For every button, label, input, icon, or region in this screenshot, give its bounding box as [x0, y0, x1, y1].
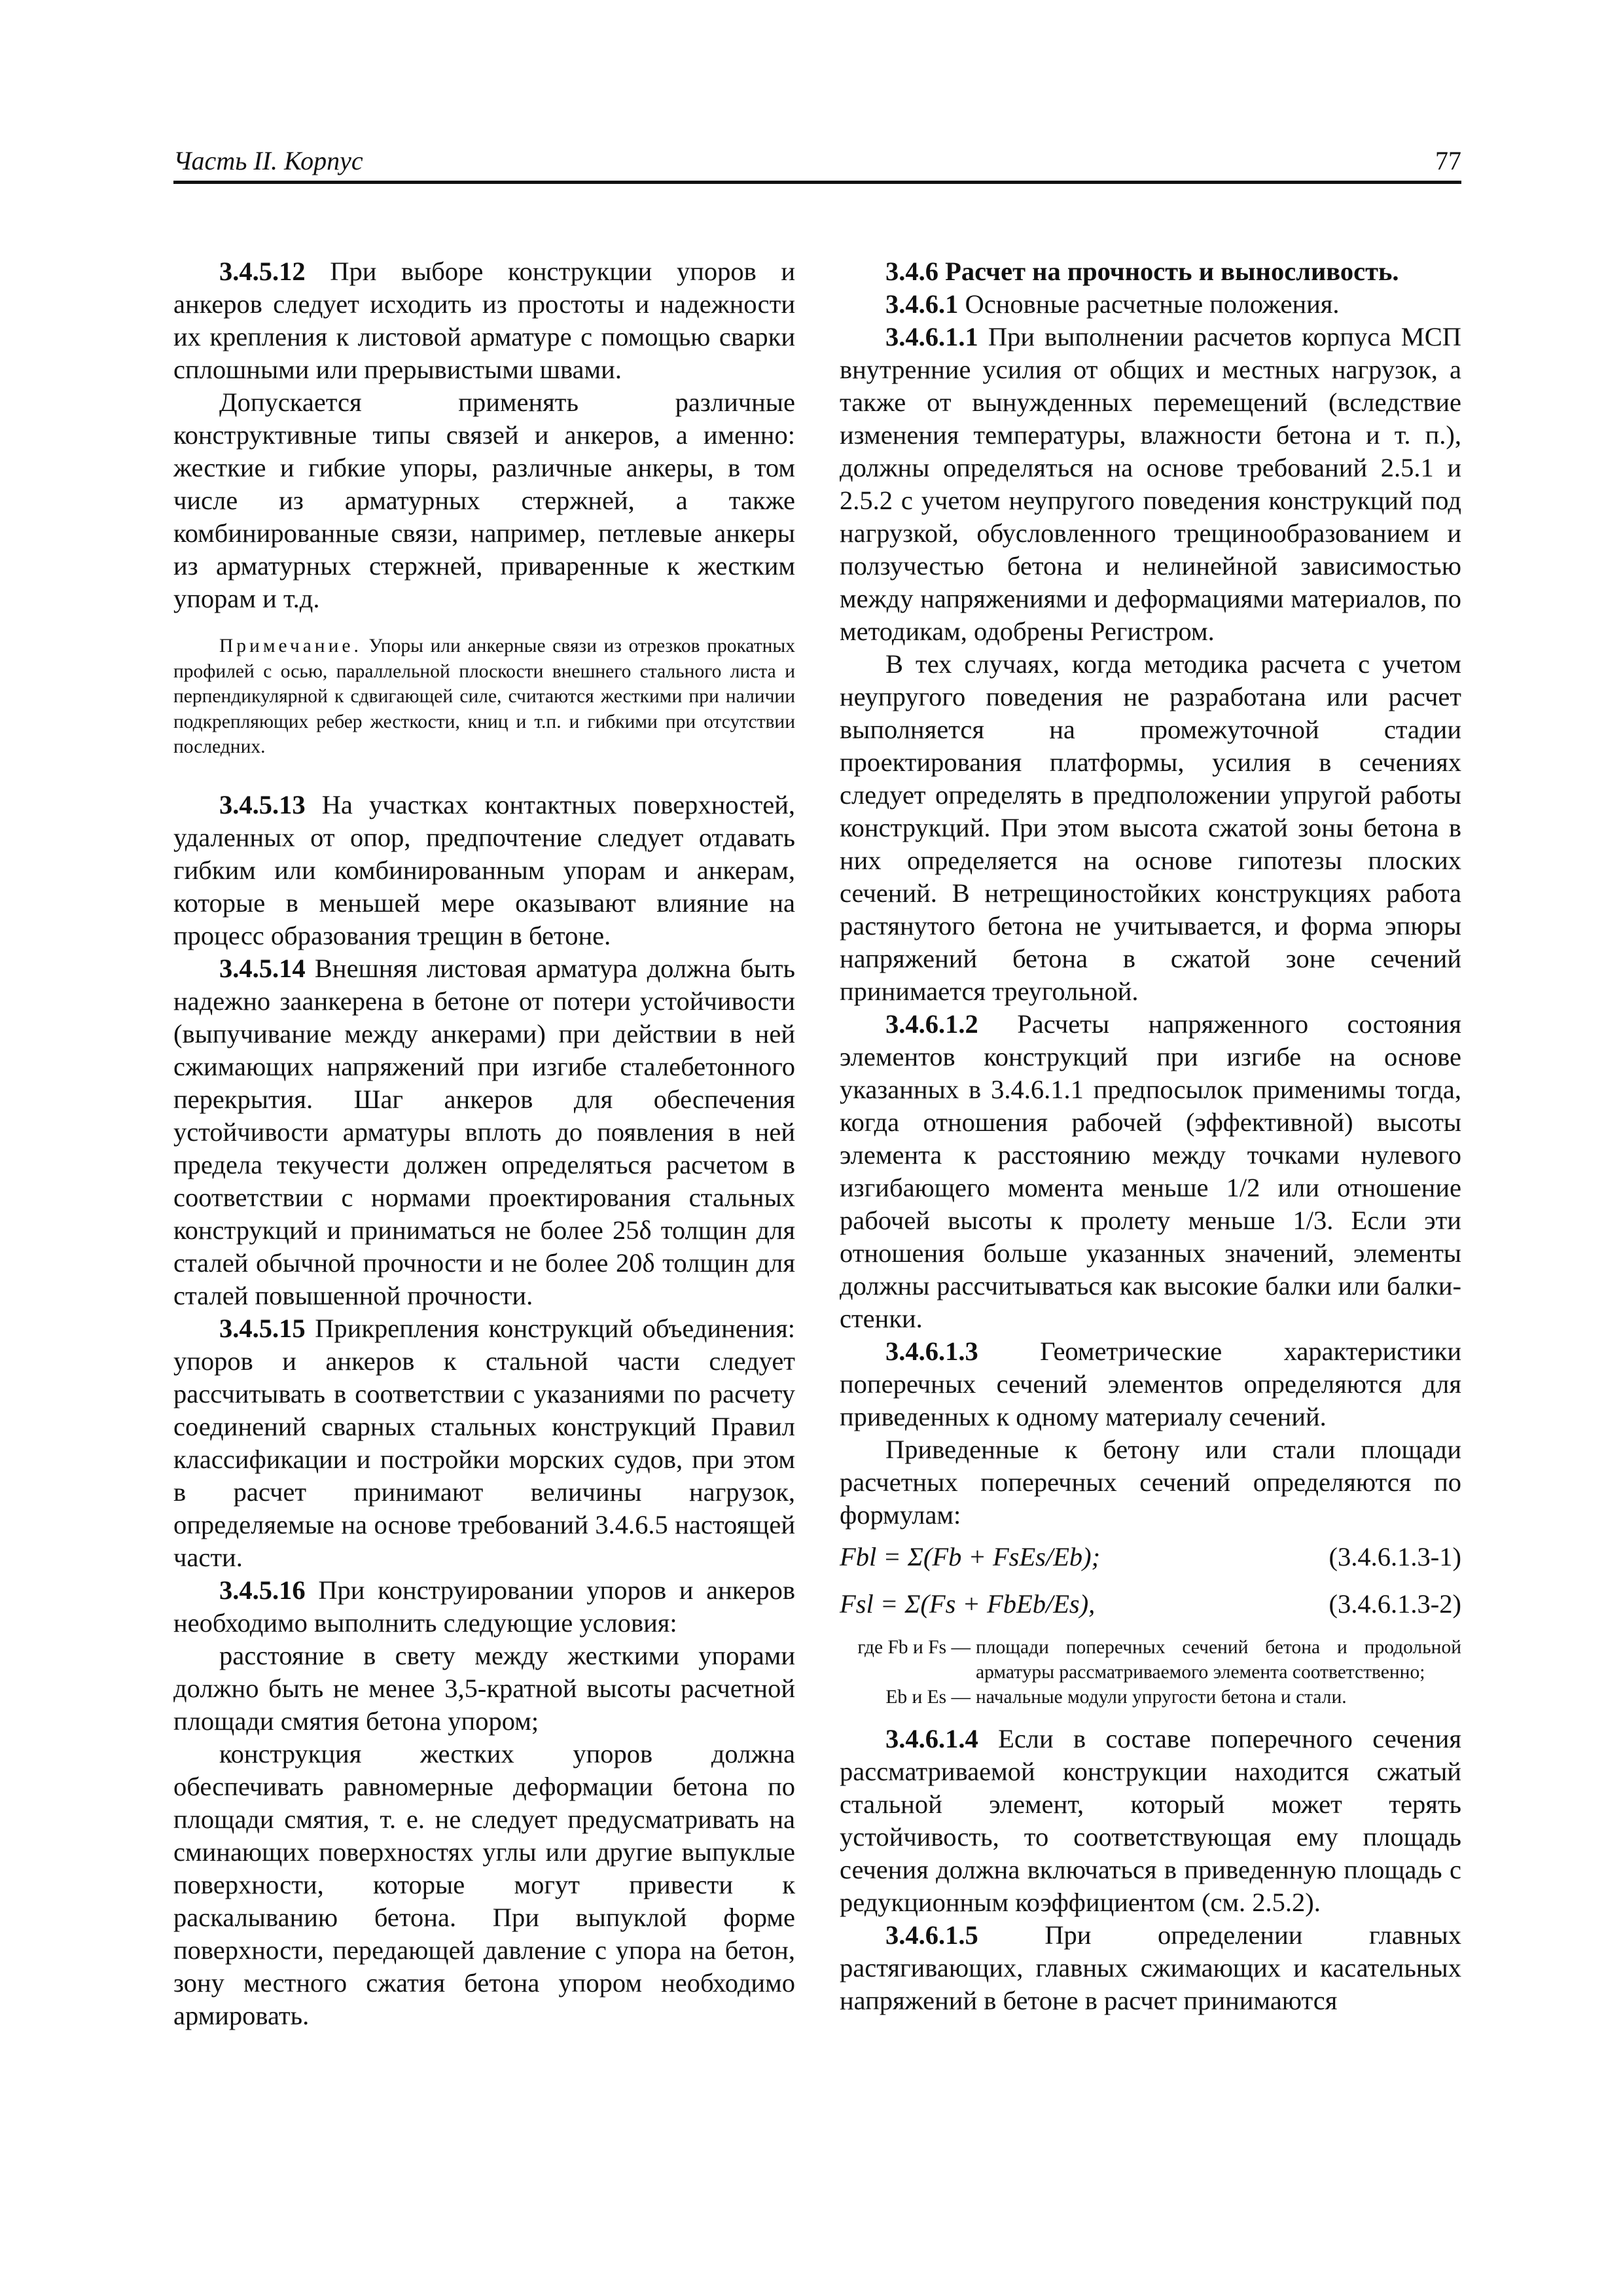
- page-number: 77: [1435, 146, 1461, 175]
- note: [173, 634, 795, 760]
- formula-definitions: [840, 1635, 1461, 1710]
- formula-2: [840, 1588, 1461, 1621]
- paragraph-text: При конструировании упоров и анкеров необходимо выполнить следующие условия:: [173, 1575, 796, 1638]
- paragraph-text: Если в составе поперечного сечения рассматриваемой конструкции находится сжатый стальной элемент, который может терять устойчивость, то соответствующая ему площадь сечения должна включаться в приведенную площадь с редукционным коэффициентом (см. 2.5.2).: [840, 1724, 1461, 1917]
- formula-expression: Fsl = Σ(Fs + FbEb/Es),: [840, 1589, 1096, 1619]
- clause-number: 3.4.6.1.5: [885, 1920, 978, 1950]
- clause-number: 3.4.5.13: [219, 789, 306, 819]
- clause-number: 3.4.6.1.1: [885, 322, 978, 351]
- left-column: [173, 255, 795, 2032]
- paragraph-3-4-5-13: [173, 789, 795, 952]
- paragraph-text: При выполнении расчетов корпуса МСП внутренние усилия от общих и местных нагрузок, а также от вынужденных перемещений (вследствие изменения температуры, влажности бетона и т. п.), должны определяться на основе требований 2.5.1 и 2.5.2 с учетом неупругого поведения конструкций под нагрузкой, обусловленного трещинообразованием и ползучестью бетона и нелинейной зависимостью между напряжениями и деформациями материалов, по методикам, одобрены Регистром.: [840, 322, 1462, 646]
- list-item: расстояние в свету между жесткими упорами должно быть не менее 3,5-кратной высоты расчетной площади смятия бетона упором;: [173, 1640, 795, 1736]
- clause-number: 3.4.5.15: [219, 1313, 306, 1343]
- paragraph-3-4-6-1-5: [840, 1919, 1461, 2017]
- clause-number: 3.4.6.1.3: [885, 1336, 978, 1366]
- clause-number: 3.4.5.16: [219, 1575, 306, 1605]
- paragraph-3-4-6-1-1: [840, 321, 1461, 648]
- right-column: [840, 255, 1461, 2017]
- paragraph-text: При выборе конструкции упоров и анкеров следует исходить из простоты и надежности их крепления к листовой арматуре с помощью сварки сплошными или прерывистыми швами.: [173, 257, 796, 384]
- definition-text: начальные модули упругости бетона и стали.: [976, 1687, 1347, 1708]
- definition-item: [840, 1635, 1461, 1685]
- paragraph-text: В тех случаях, когда методика расчета с учетом неупругого поведения не разработана или расчет выполняется на промежуточной стадии проектирования платформы, усилия в сечениях следует определять в предположении упругой работы конструкций. При этом высота сжатой зоны бетона в них определяется на основе гипотезы плоских сечений. В нетрещиностойких конструкциях работа растянутого бетона не учитывается, и форма эпюры напряжений бетона в сжатой зоне сечений принимается треугольной.: [840, 649, 1461, 1006]
- paragraph-3-4-6-1-4: [840, 1723, 1461, 1919]
- paragraph-3-4-6-1-3: [840, 1335, 1461, 1433]
- clause-number: 3.4.6.1.4: [885, 1724, 978, 1753]
- note-text: Упоры или анкерные связи из отрезков прокатных профилей с осью, параллельной плоскости внешнего стального листа и перпендикулярной к сдвигающей силе, считаются жесткими при наличии подкрепляющих ребер жесткости, книц и т.п. и гибкими при отсутствии последних.: [173, 636, 796, 757]
- list-item: конструкция жестких упоров должна обеспечивать равномерные деформации бетона по площади смятия, т. е. не следует предусматривать на сминающих поверхностях углы или другие выпуклые поверхности, которые могут привести к раскалыванию бетона. При выпуклой форме поверхности, передающей давление с упора на бетон, зону местного сжатия бетона упором необходимо армировать.: [173, 1738, 795, 2030]
- paragraph-3-4-6-1: [840, 288, 1461, 321]
- definition-text: площади поперечных сечений бетона и продольной арматуры рассматриваемого элемента соответственно;: [976, 1637, 1461, 1683]
- paragraph-3-4-6-1-2: [840, 1008, 1461, 1335]
- note-label: Примечание.: [219, 636, 362, 656]
- formula-1: [840, 1541, 1461, 1573]
- clause-number: 3.4.5.12: [219, 257, 306, 286]
- definition-item: [840, 1685, 1461, 1710]
- clause-number: 3.4.6.1.2: [885, 1009, 978, 1039]
- definition-term: Eb и Es —: [885, 1687, 971, 1708]
- formula-reference: (3.4.6.1.3-1): [1329, 1542, 1461, 1571]
- paragraph-text: Расчеты напряженного состояния элементов конструкций при изгибе на основе указанных в 3.4.6.1.1 предпосылок применимы тогда, когда отношения рабочей (эффективной) высоты элемента к расстоянию между точками нулевого изгибающего момента меньше 1/2 или отношение рабочей высоты к пролету меньше 1/3. Если эти отношения больше указанных значений, элементы должны рассчитываться как высокие балки или балки-стенки.: [840, 1009, 1462, 1333]
- paragraph-text: Прикрепления конструкций объединения: упоров и анкеров к стальной части следует рассчитывать в соответствии с указаниями по расчету соединений сварных стальных конструкций Правил классификации и постройки морских судов, при этом в расчет принимают величины нагрузок, определяемые на основе требований 3.4.6.5 настоящей части.: [173, 1313, 795, 1572]
- section-heading: 3.4.6 Расчет на прочность и выносливость.: [885, 257, 1399, 286]
- paragraph-text: При определении главных растягивающих, главных сжимающих и касательных напряжений в бетоне в расчет принимаются: [840, 1920, 1462, 2015]
- clause-number: 3.4.6.1: [885, 289, 959, 319]
- formula-expression: Fbl = Σ(Fb + FsEs/Eb);: [840, 1542, 1101, 1571]
- paragraph-text: Внешняя листовая арматура должна быть надежно заанкерена в бетоне от потери устойчивости (выпучивание между анкерами) при действии в ней сжимающих напряжений при изгибе сталебетонного перекрытия. Шаг анкеров для обеспечения устойчивости арматуры вплоть до появления в ней предела текучести должен определяться расчетом в соответствии с нормами проектирования стальных конструкций и приниматься не более 25δ толщин для сталей обычной прочности и не более 20δ толщин для сталей повышенной прочности.: [173, 953, 796, 1310]
- paragraph-3-4-5-15: [173, 1312, 795, 1574]
- definition-term: где Fb и Fs —: [857, 1637, 971, 1658]
- paragraph-text: Основные расчетные положения.: [965, 289, 1340, 319]
- paragraph-text: Допускается применять различные конструктивные типы связей и анкеров, а именно: жесткие и гибкие упоры, различные анкеры, в том числе из арматурных стержней, а также комбинированные связи, например, петлевые анкеры из арматурных стержней, приваренные к жестким упорам и т.д.: [173, 387, 795, 613]
- clause-number: 3.4.5.14: [219, 953, 306, 983]
- paragraph-text: На участках контактных поверхностей, удаленных от опор, предпочтение следует отдавать гибким или комбинированным упорам и анкерам, которые в меньшей мере оказывают влияние на процесс образования трещин в бетоне.: [173, 789, 796, 950]
- page-header: [173, 143, 1461, 184]
- paragraph-text: Приведенные к бетону или стали площади расчетных поперечных сечений определяются по формулам:: [840, 1435, 1461, 1530]
- paragraph-3-4-5-14: [173, 952, 795, 1312]
- formula-reference: (3.4.6.1.3-2): [1329, 1589, 1461, 1619]
- paragraph-text: Геометрические характеристики поперечных сечений элементов определяются для приведенных к одному материалу сечений.: [840, 1336, 1461, 1431]
- section-title: Часть II. Корпус: [173, 146, 363, 175]
- paragraph-3-4-5-16: [173, 1574, 795, 1640]
- paragraph-3-4-5-12: [173, 255, 795, 386]
